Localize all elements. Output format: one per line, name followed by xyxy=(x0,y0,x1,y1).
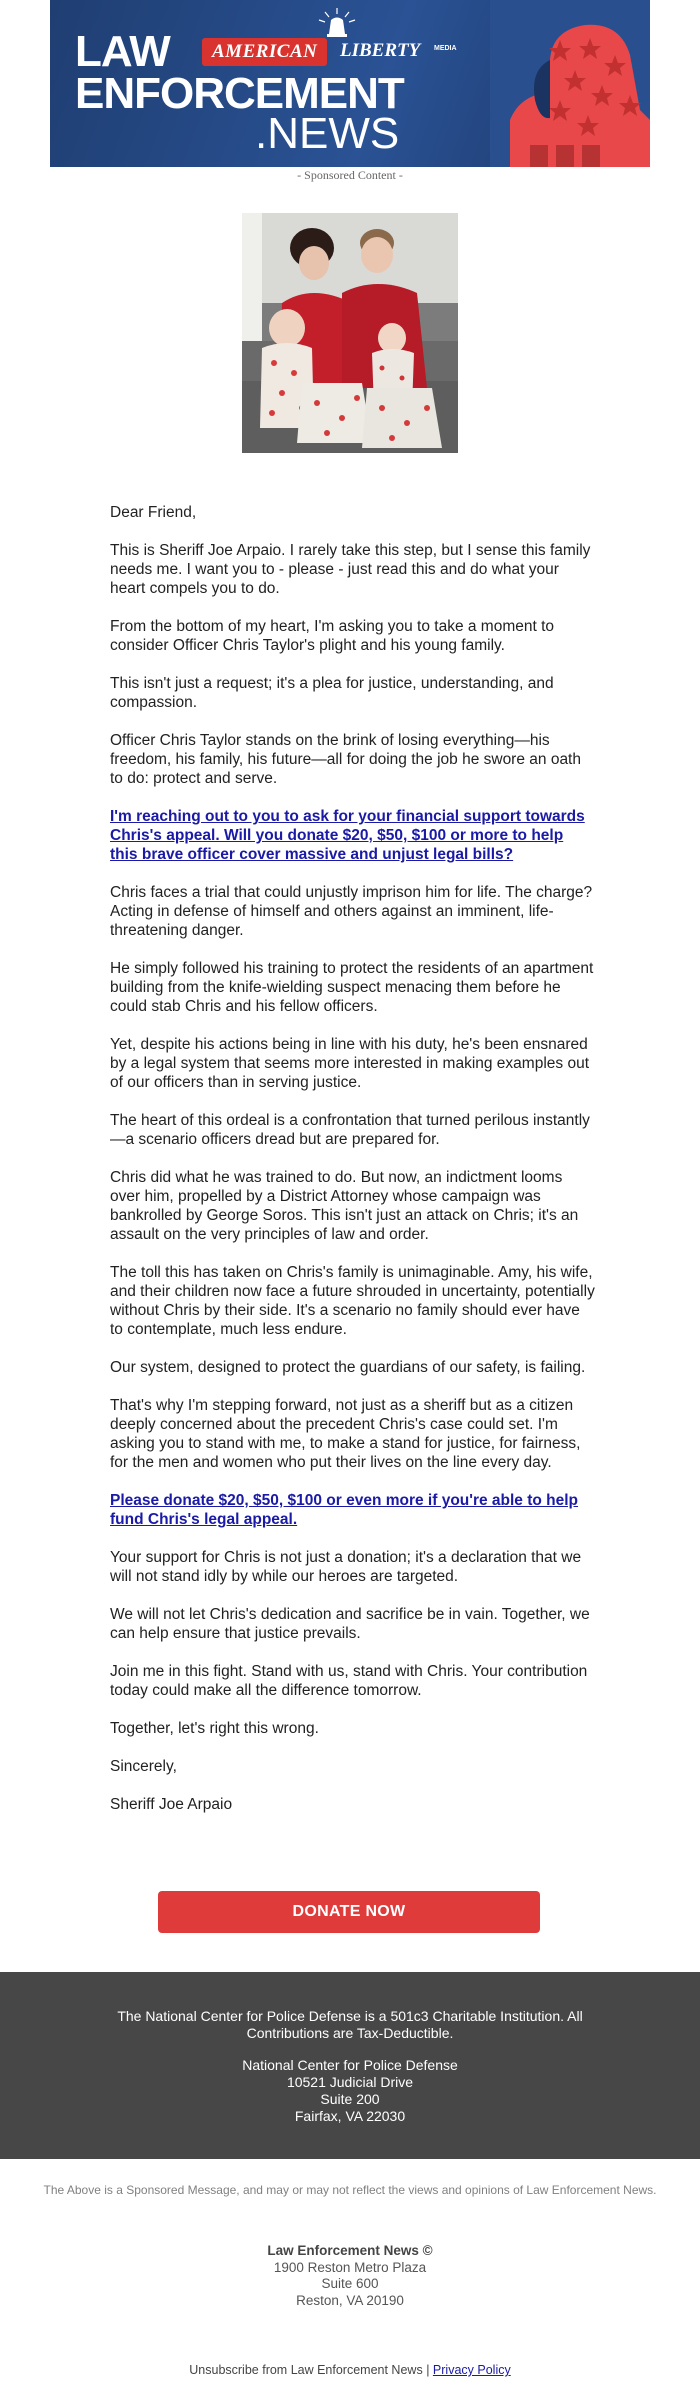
paragraph: Your support for Chris is not just a donation; it's a declaration that we will not stand idly by while our heroes are targeted. xyxy=(110,1549,582,1585)
paragraph: This is Sheriff Joe Arpaio. I rarely take this step, but I sense this family needs me. I want you to - please - just read this and do what your heart compels you to do. xyxy=(110,542,591,597)
paragraph: That's why I'm stepping forward, not just as a sheriff but as a citizen deeply concerned about the precedent Chris's case could set. I'm asking you to stand with me, to make a stand for justice, for fairness, for the men and women who put their lives on the line every day. xyxy=(110,1397,581,1471)
sponsored-disclaimer: The Above is a Sponsored Message, and may or may not reflect the views and opinions of Law Enforcement News. xyxy=(43,2183,657,2197)
appeal-link-1[interactable]: I'm reaching out to you to ask for your financial support towards Chris's appeal. Will you donate $20, $50, $100 or more to help this brave officer cover massive and unjust legal bills? xyxy=(110,808,585,863)
publisher-name: Law Enforcement News © xyxy=(267,2243,433,2258)
org-name: National Center for Police Defense xyxy=(242,2057,458,2073)
brand-line-enforcement: ENFORCEMENT xyxy=(75,69,404,118)
separator: | xyxy=(426,2363,430,2377)
paragraph: He simply followed his training to protect the residents of an apartment building from the knife-wielding suspect menacing them before he could stab Chris and his fellow officers. xyxy=(110,960,594,1015)
unsubscribe-link[interactable]: Unsubscribe from Law Enforcement News xyxy=(189,2363,423,2377)
donate-link-paragraph xyxy=(110,1491,595,1529)
closing: Sincerely, xyxy=(110,1758,177,1775)
paragraph: Yet, despite his actions being in line with his duty, he's been ensnared by a legal system that seems more interested in making examples out of our officers than in serving justice. xyxy=(110,1036,590,1091)
publisher-street: 1900 Reston Metro Plaza xyxy=(273,2259,427,2275)
paragraph: Our system, designed to protect the guardians of our safety, is failing. xyxy=(110,1359,586,1376)
paragraph: Chris faces a trial that could unjustly imprison him for life. The charge? Acting in defense of himself and others against an imminent, life-threatening danger. xyxy=(110,884,593,939)
sponsored-label: - Sponsored Content - xyxy=(297,168,403,182)
appeal-link-paragraph xyxy=(110,807,595,864)
paragraph: Officer Chris Taylor stands on the brink of losing everything—his freedom, his family, his future—all for doing the job he swore an oath to do: protect and serve. xyxy=(110,732,581,787)
paragraph: The toll this has taken on Chris's family is unimaginable. Amy, his wife, and their children now face a future shrouded in uncertainty, potentially without Chris by their side. It's a scenario no family should ever have to contemplate, much less endure. xyxy=(110,1264,595,1338)
charity-statement: The National Center for Police Defense is a 501c3 Charitable Institution. All Contributions are Tax-Deductible. xyxy=(117,2008,583,2041)
letter-body xyxy=(110,503,595,1833)
salutation: Dear Friend, xyxy=(110,504,197,521)
donate-now-button[interactable]: DONATE NOW xyxy=(158,1891,540,1933)
partner-media: MEDIA xyxy=(434,45,457,52)
org-address xyxy=(0,2057,700,2125)
signature: Sheriff Joe Arpaio xyxy=(110,1796,233,1813)
publisher-suite: Suite 600 xyxy=(321,2276,379,2291)
paragraph: Together, let's right this wrong. xyxy=(110,1720,319,1737)
appeal-link-2[interactable]: Please donate $20, $50, $100 or even more if you're able to help fund Chris's legal appeal. xyxy=(110,1492,579,1528)
unsubscribe-row xyxy=(0,2363,700,2377)
org-street: 10521 Judicial Drive xyxy=(286,2074,414,2090)
paragraph: Join me in this fight. Stand with us, stand with Chris. Your contribution today could make all the difference tomorrow. xyxy=(110,1663,588,1699)
paragraph: Chris did what he was trained to do. But now, an indictment looms over him, propelled by a District Attorney whose campaign was bankrolled by George Soros. This isn't just an attack on Chris; it's an assault on the very principles of law and order. xyxy=(110,1169,579,1243)
family-photo-icon xyxy=(242,213,458,453)
publisher-city: Reston, VA 20190 xyxy=(296,2292,404,2308)
partner-liberty: LIBERTY xyxy=(340,40,421,61)
publisher-address xyxy=(0,2243,700,2309)
paragraph: The heart of this ordeal is a confrontation that turned perilous instantly—a scenario officers dread but are prepared for. xyxy=(110,1112,590,1148)
flag-icon xyxy=(490,0,650,167)
paragraph: We will not let Chris's dedication and sacrifice be in vain. Together, we can help ensure that justice prevails. xyxy=(110,1606,590,1642)
paragraph: This isn't just a request; it's a plea for justice, understanding, and compassion. xyxy=(110,675,554,711)
header-banner[interactable] xyxy=(50,0,650,167)
paragraph: From the bottom of my heart, I'm asking you to take a moment to consider Officer Chris Taylor's plight and his young family. xyxy=(110,618,555,654)
family-photo xyxy=(242,213,458,453)
org-suite: Suite 200 xyxy=(320,2091,380,2107)
brand-line-law: LAW xyxy=(75,27,170,76)
privacy-policy-link[interactable]: Privacy Policy xyxy=(432,2363,511,2377)
org-city: Fairfax, VA 22030 xyxy=(294,2108,406,2124)
brand-line-news: .NEWS xyxy=(255,109,400,158)
org-footer xyxy=(0,1972,700,2159)
partner-american: AMERICAN xyxy=(202,38,327,66)
